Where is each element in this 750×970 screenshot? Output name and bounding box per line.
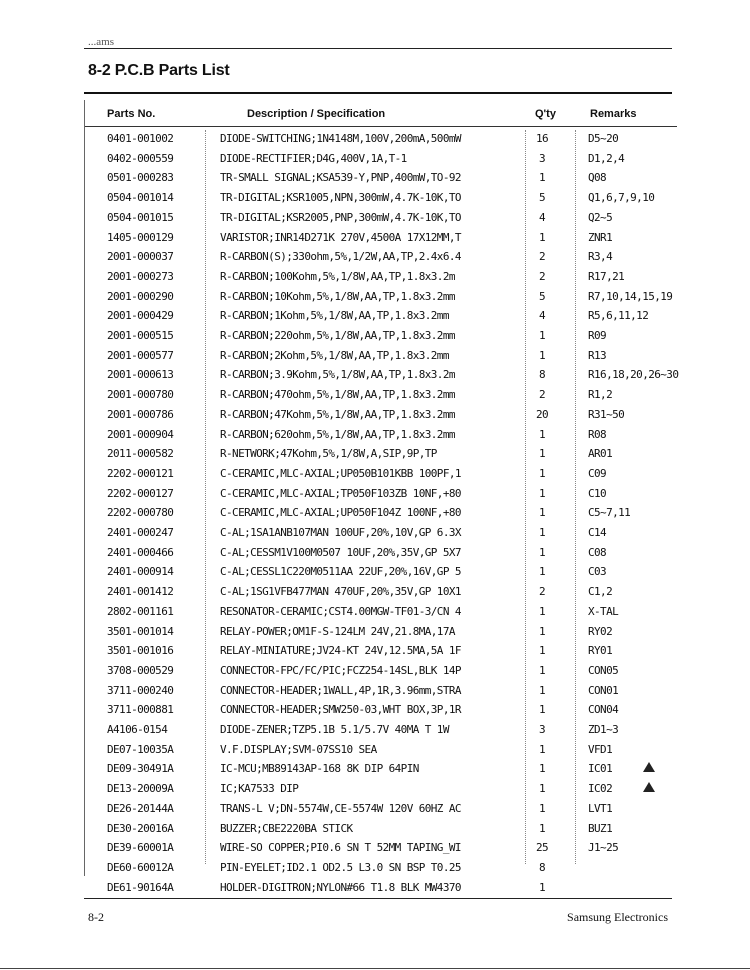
quantity: 1 [538, 703, 546, 717]
remarks: X-TAL [588, 604, 619, 618]
warning-triangle-icon [643, 762, 655, 772]
remarks: R09 [588, 329, 607, 342]
remarks: Q08 [588, 171, 607, 185]
remarks: C08 [588, 545, 607, 559]
description: R-CARBON;2Kohm,5%,1/8W,AA,TP,1.8x3.2mm [220, 348, 449, 362]
remarks: RY02 [588, 624, 613, 638]
quantity: 1 [538, 762, 546, 776]
quantity: 1 [538, 329, 546, 342]
part-number: DE39-60001A [107, 841, 174, 855]
description: CONNECTOR-HEADER;SMW250-03,WHT BOX,3P,1R [220, 703, 461, 717]
table-row [85, 603, 677, 622]
part-number: 3501-001016 [107, 644, 174, 658]
table-row [85, 504, 677, 523]
part-number: DE07-10035A [107, 742, 174, 756]
remarks: Q1,6,7,9,10 [588, 191, 655, 205]
quantity: 1 [538, 427, 546, 441]
scan-edge-line [0, 968, 750, 969]
quantity: 1 [538, 348, 546, 362]
remarks: C14 [588, 526, 607, 539]
remarks: R1,2 [588, 388, 613, 402]
description: R-CARBON;470ohm,5%,1/8W,AA,TP,1.8x3.2mm [220, 388, 455, 402]
table-row [85, 662, 677, 681]
warning-triangle-icon [643, 782, 655, 792]
description: R-CARBON(S);330ohm,5%,1/2W,AA,TP,2.4x6.4 [220, 250, 461, 264]
quantity: 25 [535, 841, 549, 855]
table-row [85, 879, 677, 898]
part-number: 2001-000290 [107, 289, 174, 303]
remarks: R16,18,20,26~30 [588, 368, 679, 382]
table-row [85, 583, 677, 602]
table-row [85, 721, 677, 740]
description: V.F.DISPLAY;SVM-07SS10 SEA [220, 742, 377, 756]
description: RELAY-MINIATURE;JV24-KT 24V,12.5MA,5A 1F [220, 644, 461, 658]
quantity: 1 [538, 466, 546, 480]
description: HOLDER-DIGITRON;NYLON#66 T1.8 BLK MW4370 [220, 880, 461, 894]
remarks: R5,6,11,12 [588, 309, 649, 323]
table-row [85, 544, 677, 563]
part-number: 3501-001014 [107, 624, 174, 638]
footer-rule [84, 898, 672, 899]
part-number: 0504-001014 [107, 191, 174, 205]
description: VARISTOR;INR14D271K 270V,4500A 17X12MM,T [220, 230, 461, 244]
part-number: 3711-000881 [107, 703, 174, 717]
table-row [85, 780, 677, 799]
part-number: 2401-000247 [107, 526, 174, 539]
description: C-AL;1SG1VFB477MAN 470UF,20%,35V,GP 10X1 [220, 585, 461, 599]
description: C-CERAMIC,MLC-AXIAL;TP050F103ZB 10NF,+80 [220, 486, 461, 500]
quantity: 1 [538, 447, 546, 461]
description: RELAY-POWER;OM1F-S-124LM 24V,21.8MA,17A [220, 624, 455, 638]
part-number: 2202-000121 [107, 466, 174, 480]
description: R-CARBON;3.9Kohm,5%,1/8W,AA,TP,1.8x3.2m [220, 368, 455, 382]
table-row [85, 563, 677, 582]
remarks: R3,4 [588, 250, 613, 264]
remarks: IC01 [588, 762, 613, 776]
quantity: 1 [538, 624, 546, 638]
col-header-remarks: Remarks [590, 108, 637, 120]
header-rule [84, 48, 672, 49]
remarks: C09 [588, 466, 607, 480]
table-row [85, 150, 677, 169]
table-row [85, 485, 677, 504]
quantity: 1 [538, 565, 546, 579]
description: R-NETWORK;47Kohm,5%,1/8W,A,SIP,9P,TP [220, 447, 437, 461]
description: R-CARBON;220ohm,5%,1/8W,AA,TP,1.8x3.2mm [220, 329, 455, 342]
description: CONNECTOR-FPC/FC/PIC;FCZ254-14SL,BLK 14P [220, 663, 461, 677]
table-row [85, 642, 677, 661]
table-row [85, 307, 677, 326]
remarks: CON04 [588, 703, 619, 717]
quantity: 1 [538, 663, 546, 677]
description: C-AL;CESSM1V100M0507 10UF,20%,35V,GP 5X7 [220, 545, 461, 559]
part-number: 0402-000559 [107, 151, 174, 165]
quantity: 1 [538, 230, 546, 244]
table-row [85, 465, 677, 484]
table-row [85, 189, 677, 208]
table-row [85, 229, 677, 248]
quantity: 3 [538, 151, 546, 165]
quantity: 1 [538, 604, 546, 618]
part-number: 2001-000273 [107, 269, 174, 283]
quantity: 1 [538, 801, 546, 815]
table-row [85, 859, 677, 878]
quantity: 1 [538, 486, 546, 500]
description: IC;KA7533 DIP [220, 782, 299, 796]
quantity: 1 [538, 171, 546, 185]
remarks: Q2~5 [588, 210, 613, 224]
part-number: 3711-000240 [107, 683, 174, 697]
table-row [85, 268, 677, 287]
part-number: DE13-20009A [107, 782, 174, 796]
remarks: VFD1 [588, 742, 613, 756]
part-number: 2001-000780 [107, 388, 174, 402]
part-number: A4106-0154 [107, 723, 168, 736]
remarks: D5~20 [588, 132, 619, 145]
quantity: 2 [538, 250, 546, 264]
table-row [85, 839, 677, 858]
part-number: 2001-000904 [107, 427, 174, 441]
table-row [85, 623, 677, 642]
quantity: 5 [538, 289, 546, 303]
table-row [85, 701, 677, 720]
part-number: 2202-000780 [107, 506, 174, 520]
description: C-CERAMIC,MLC-AXIAL;UP050B101KBB 100PF,1 [220, 466, 461, 480]
description: WIRE-SO COPPER;PI0.6 SN T 52MM TAPING_WI [220, 841, 461, 855]
running-header: ...ams [88, 36, 114, 48]
table-row [85, 406, 677, 425]
quantity: 5 [538, 191, 546, 205]
description: DIODE-SWITCHING;1N4148M,100V,200mA,500mW [220, 132, 461, 145]
part-number: 2001-000429 [107, 309, 174, 323]
table-header-rule [85, 126, 677, 127]
description: IC-MCU;MB89143AP-168 8K DIP 64PIN [220, 762, 419, 776]
remarks: C5~7,11 [588, 506, 631, 520]
description: RESONATOR-CERAMIC;CST4.00MGW-TF01-3/CN 4 [220, 604, 461, 618]
table-row [85, 327, 677, 346]
quantity: 2 [538, 269, 546, 283]
remarks: AR01 [588, 447, 613, 461]
description: C-AL;CESSL1C220M0511AA 22UF,20%,16V,GP 5 [220, 565, 461, 579]
quantity: 2 [538, 388, 546, 402]
description: BUZZER;CBE2220BA STICK [220, 821, 353, 835]
remarks: BUZ1 [588, 821, 613, 835]
part-number: 2001-000577 [107, 348, 174, 362]
parts-table [84, 100, 679, 894]
description: DIODE-RECTIFIER;D4G,400V,1A,T-1 [220, 151, 407, 165]
quantity: 1 [538, 506, 546, 520]
description: CONNECTOR-HEADER;1WALL,4P,1R,3.96mm,STRA [220, 683, 461, 697]
table-row [85, 130, 677, 149]
remarks: R08 [588, 427, 607, 441]
part-number: DE26-20144A [107, 801, 174, 815]
description: TR-SMALL SIGNAL;KSA539-Y,PNP,400mW,TO-92 [220, 171, 461, 185]
part-number: 2401-001412 [107, 585, 174, 599]
part-number: 2001-000613 [107, 368, 174, 382]
quantity: 1 [538, 526, 546, 539]
remarks: ZD1~3 [588, 723, 619, 736]
part-number: 3708-000529 [107, 663, 174, 677]
remarks: D1,2,4 [588, 151, 625, 165]
remarks: IC02 [588, 782, 613, 796]
col-header-qty: Q'ty [535, 108, 556, 120]
table-row [85, 682, 677, 701]
col-header-description: Description / Specification [247, 108, 386, 120]
remarks: ZNR1 [588, 230, 613, 244]
description: R-CARBON;620ohm,5%,1/8W,AA,TP,1.8x3.2mm [220, 427, 455, 441]
quantity: 1 [538, 644, 546, 658]
description: TR-DIGITAL;KSR1005,NPN,300mW,4.7K-10K,TO [220, 191, 461, 205]
description: R-CARBON;100Kohm,5%,1/8W,AA,TP,1.8x3.2m [220, 269, 455, 283]
description: R-CARBON;1Kohm,5%,1/8W,AA,TP,1.8x3.2mm [220, 309, 449, 323]
part-number: 2401-000914 [107, 565, 174, 579]
quantity: 16 [535, 132, 549, 145]
remarks: CON01 [588, 683, 619, 697]
part-number: DE30-20016A [107, 821, 174, 835]
quantity: 2 [538, 585, 546, 599]
quantity: 1 [538, 742, 546, 756]
quantity: 3 [538, 723, 546, 736]
remarks: LVT1 [588, 801, 613, 815]
part-number: 2001-000786 [107, 407, 174, 421]
quantity: 1 [538, 821, 546, 835]
table-row [85, 445, 677, 464]
quantity: 20 [535, 407, 549, 421]
table-row [85, 288, 677, 307]
quantity: 8 [538, 368, 546, 382]
quantity: 1 [538, 545, 546, 559]
remarks: R31~50 [588, 407, 625, 421]
quantity: 1 [538, 880, 546, 894]
table-row [85, 524, 677, 543]
remarks: C10 [588, 486, 607, 500]
description: R-CARBON;47Kohm,5%,1/8W,AA,TP,1.8x3.2mm [220, 407, 455, 421]
title-rule [84, 92, 672, 94]
part-number: 2802-001161 [107, 604, 174, 618]
part-number: 2001-000515 [107, 329, 174, 342]
table-row [85, 386, 677, 405]
description: C-CERAMIC,MLC-AXIAL;UP050F104Z 100NF,+80 [220, 506, 461, 520]
remarks: R13 [588, 348, 607, 362]
remarks: J1~25 [588, 841, 619, 855]
table-row [85, 760, 677, 779]
description: DIODE-ZENER;TZP5.1B 5.1/5.7V 40MA T 1W [220, 723, 449, 736]
quantity: 4 [538, 210, 546, 224]
part-number: DE60-60012A [107, 860, 174, 874]
description: TRANS-L V;DN-5574W,CE-5574W 120V 60HZ AC [220, 801, 461, 815]
part-number: 1405-000129 [107, 230, 174, 244]
remarks: CON05 [588, 663, 619, 677]
quantity: 8 [538, 860, 546, 874]
remarks: R7,10,14,15,19 [588, 289, 673, 303]
table-row [85, 426, 677, 445]
quantity: 1 [538, 683, 546, 697]
remarks: R17,21 [588, 269, 625, 283]
table-row [85, 347, 677, 366]
page-number: 8-2 [88, 910, 104, 924]
remarks: RY01 [588, 644, 613, 658]
part-number: 2401-000466 [107, 545, 174, 559]
table-row [85, 248, 677, 267]
table-row [85, 209, 677, 228]
description: PIN-EYELET;ID2.1 OD2.5 L3.0 SN BSP T0.25 [220, 860, 461, 874]
table-row [85, 800, 677, 819]
description: R-CARBON;10Kohm,5%,1/8W,AA,TP,1.8x3.2mm [220, 289, 455, 303]
page-title: 8-2 P.C.B Parts List [88, 62, 230, 79]
remarks: C03 [588, 565, 607, 579]
part-number: 2011-000582 [107, 447, 174, 461]
table-row [85, 820, 677, 839]
table-row [85, 741, 677, 760]
part-number: 2001-000037 [107, 250, 174, 264]
quantity: 1 [538, 782, 546, 796]
part-number: 0504-001015 [107, 210, 174, 224]
description: TR-DIGITAL;KSR2005,PNP,300mW,4.7K-10K,TO [220, 210, 461, 224]
part-number: DE61-90164A [107, 880, 174, 894]
part-number: DE09-30491A [107, 762, 174, 776]
quantity: 4 [538, 309, 546, 323]
description: C-AL;1SA1ANB107MAN 100UF,20%,10V,GP 6.3X [220, 526, 461, 539]
company-name: Samsung Electronics [567, 910, 668, 924]
table-row [85, 169, 677, 188]
part-number: 0501-000283 [107, 171, 174, 185]
col-header-part-no: Parts No. [107, 108, 156, 120]
remarks: C1,2 [588, 585, 613, 599]
table-row [85, 366, 677, 385]
part-number: 0401-001002 [107, 132, 174, 145]
part-number: 2202-000127 [107, 486, 174, 500]
